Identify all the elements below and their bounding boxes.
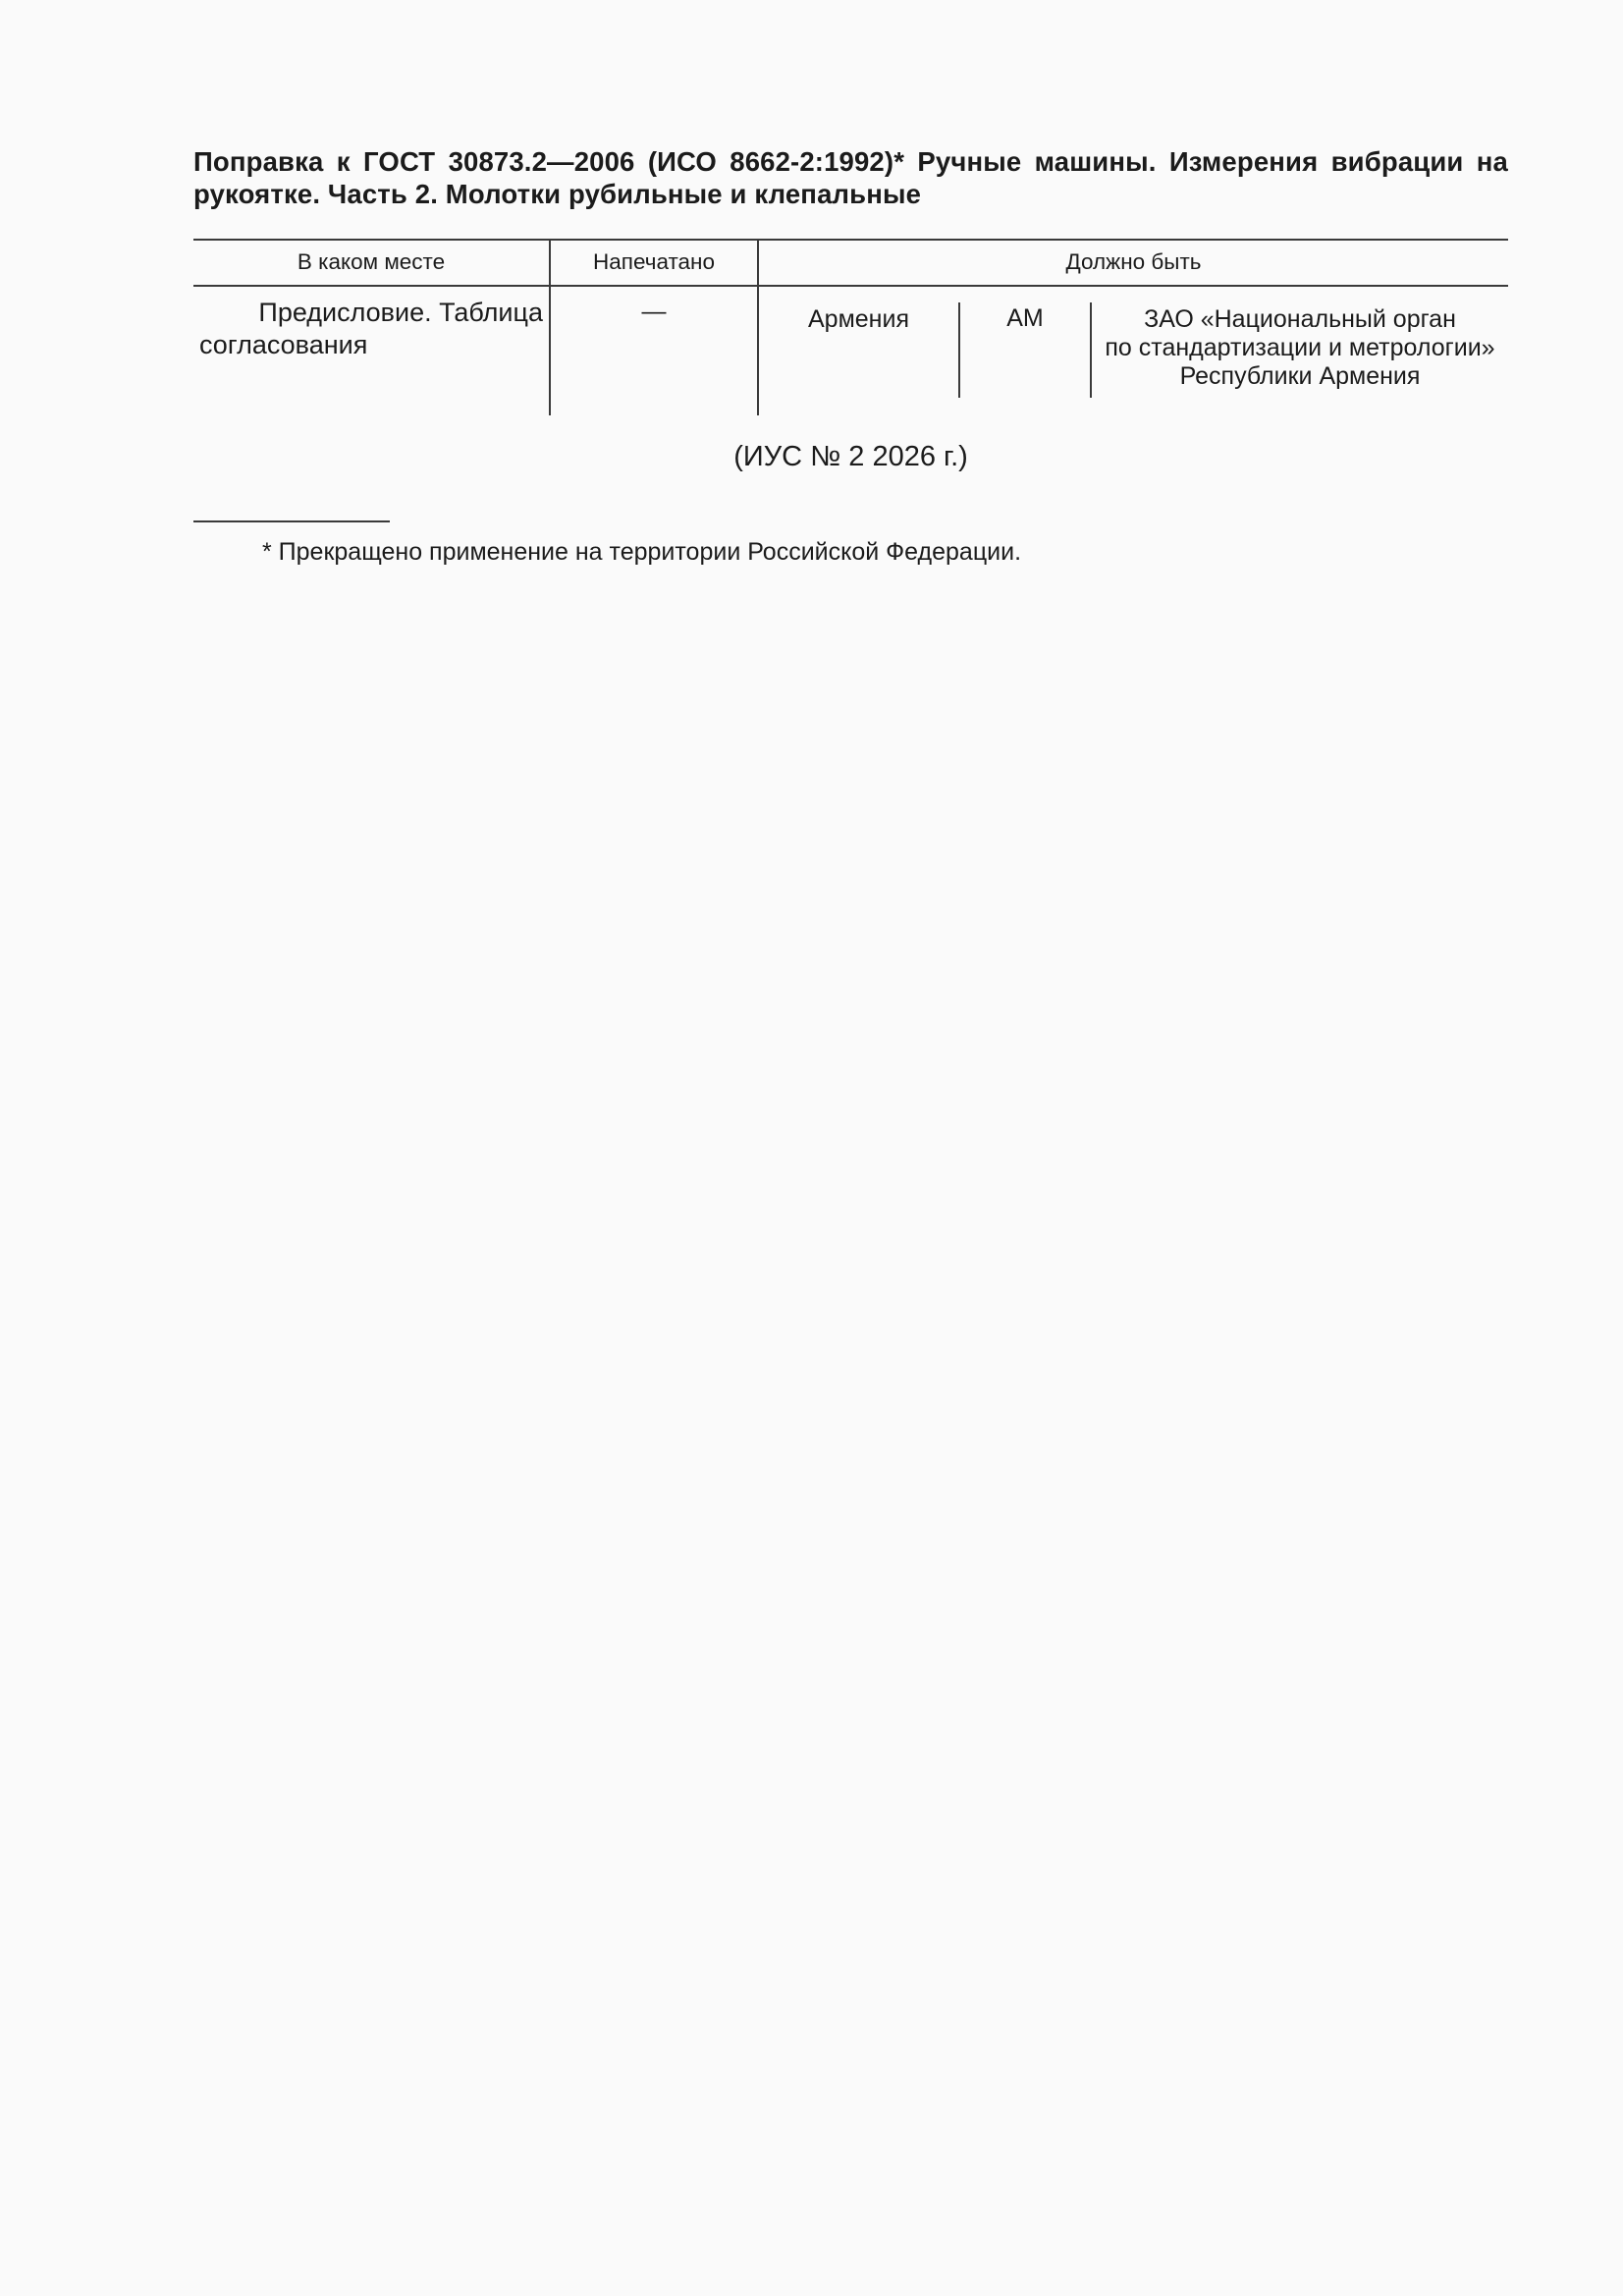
table-header-rule [193, 285, 1508, 287]
header-location: В каком месте [297, 249, 446, 274]
row-organization [1092, 305, 1508, 391]
row-organization-line3: Республики Армения [1179, 362, 1421, 390]
footnote-separator [193, 520, 390, 522]
header-should-be: Должно быть [1065, 249, 1202, 274]
amendment-table [193, 239, 1508, 415]
row-organization-line1: ЗАО «Национальный орган [1144, 305, 1456, 333]
amendment-title: Поправка к ГОСТ 30873.2—2006 (ИСО 8662-2:1992)* Ручные машины. Измерения вибрации на рукоятке. Часть 2. Молотки рубильные и клепальные [193, 146, 1508, 209]
row-location-line2: согласования [199, 330, 368, 359]
table-top-rule [193, 239, 1508, 241]
row-organization-line2: по стандартизации и метрологии» [1105, 334, 1495, 361]
row-location-line1: Предисловие. Таблица [258, 298, 543, 327]
row-location [199, 297, 543, 361]
row-country: Армения [808, 305, 909, 333]
footnote-text: * Прекращено применение на территории Российской Федерации. [262, 538, 1022, 566]
header-printed: Напечатано [593, 249, 715, 274]
row-printed: — [641, 298, 667, 325]
row-country-code: AM [1006, 304, 1044, 332]
document-page [193, 145, 1508, 566]
ius-reference: (ИУС № 2 2026 г.) [733, 441, 968, 472]
